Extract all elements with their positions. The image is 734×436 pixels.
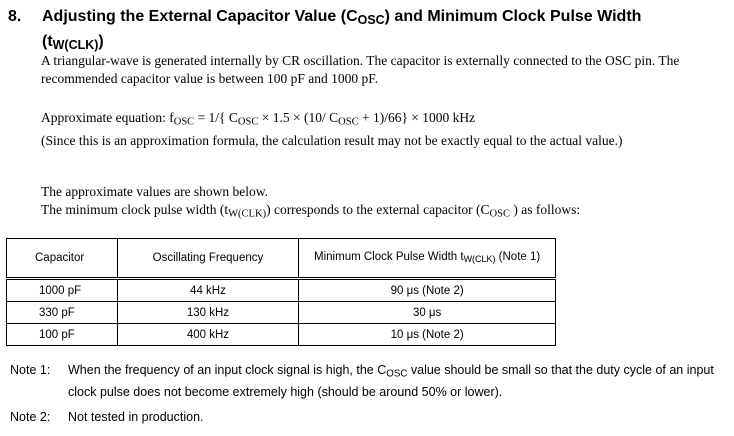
approx-line2-sub: W(CLK) bbox=[228, 208, 267, 220]
title-line2-sub: W(CLK) bbox=[52, 38, 99, 53]
equation-part-c: + 1)/66} × 1000 kHz bbox=[358, 110, 476, 125]
note-1-text-b: value should be small so that the duty cycle of an input clock pulse does not become extremely high (should be around 50% or lower). bbox=[68, 363, 714, 400]
cell-pulse-width: 10 μs (Note 2) bbox=[299, 324, 556, 346]
cell-capacitor: 1000 pF bbox=[7, 279, 118, 302]
header-frequency: Oscillating Frequency bbox=[117, 239, 299, 279]
equation-part-b: × 1.5 × (10/ C bbox=[258, 110, 339, 125]
section-title-part2: ) and Minimum Clock Pulse Width bbox=[384, 8, 642, 25]
approx-line2-c: ) as follows: bbox=[509, 202, 581, 217]
header-pulse-width bbox=[299, 239, 556, 279]
note-1-text-a: When the frequency of an input clock signal is high, the C bbox=[68, 363, 387, 377]
header-pulse-sub: W(CLK) bbox=[463, 254, 496, 265]
equation-note: (Since this is an approximation formula, the calculation result may not be exactly equal to the actual value.) bbox=[41, 132, 623, 148]
note-2-text: Not tested in production. bbox=[68, 410, 204, 424]
note-1-sub: OSC bbox=[386, 368, 408, 380]
table-row bbox=[7, 279, 556, 302]
equation-block bbox=[41, 109, 726, 150]
section-title-part1: Adjusting the External Capacitor Value (C bbox=[42, 8, 358, 25]
approx-line2-a: The minimum clock pulse width (t bbox=[41, 202, 229, 217]
cell-pulse-width: 30 μs bbox=[299, 302, 556, 324]
cell-capacitor: 100 pF bbox=[7, 324, 118, 346]
header-capacitor: Capacitor bbox=[7, 239, 118, 279]
note-1 bbox=[10, 361, 730, 402]
title-line2-close: ) bbox=[98, 33, 104, 51]
cosc-sub-2: OSC bbox=[338, 116, 359, 128]
approx-line2 bbox=[41, 201, 726, 224]
table-header-row bbox=[7, 239, 556, 279]
section-heading bbox=[8, 6, 728, 56]
note-1-text bbox=[68, 361, 730, 402]
approx-line2-sub2: OSC bbox=[489, 208, 510, 220]
section-number: 8. bbox=[8, 8, 22, 25]
cell-frequency: 130 kHz bbox=[117, 302, 299, 324]
equation-prefix: Approximate equation: f bbox=[41, 110, 174, 125]
intro-paragraph: A triangular-wave is generated internally by CR oscillation. The capacitor is externally connected to the OSC pin. The recommended capacitor value is between 100 pF and 1000 pF. bbox=[41, 53, 680, 86]
table-row bbox=[7, 324, 556, 346]
equation-line bbox=[41, 109, 726, 132]
fosc-sub: OSC bbox=[173, 116, 195, 128]
approx-line2-b: ) corresponds to the external capacitor (C bbox=[266, 202, 490, 217]
note-2-label: Note 2: bbox=[10, 410, 51, 424]
title-line2-open: (t bbox=[42, 33, 53, 51]
header-pulse-a: Minimum Clock Pulse Width t bbox=[314, 251, 464, 264]
header-pulse-b: (Note 1) bbox=[495, 251, 541, 264]
approx-line1: The approximate values are shown below. bbox=[41, 184, 269, 199]
approx-block bbox=[41, 183, 726, 224]
cosc-sub-1: OSC bbox=[237, 116, 259, 128]
cell-frequency: 400 kHz bbox=[117, 324, 299, 346]
cell-frequency: 44 kHz bbox=[117, 279, 299, 302]
table-row bbox=[7, 302, 556, 324]
cell-pulse-width: 90 μs (Note 2) bbox=[299, 279, 556, 302]
cell-capacitor: 330 pF bbox=[7, 302, 118, 324]
equation-part-a: = 1/{ C bbox=[194, 110, 238, 125]
capacitor-table bbox=[6, 238, 556, 346]
note-1-label: Note 1: bbox=[10, 363, 51, 377]
section-title-sub: OSC bbox=[357, 13, 385, 28]
note-2 bbox=[10, 408, 730, 427]
